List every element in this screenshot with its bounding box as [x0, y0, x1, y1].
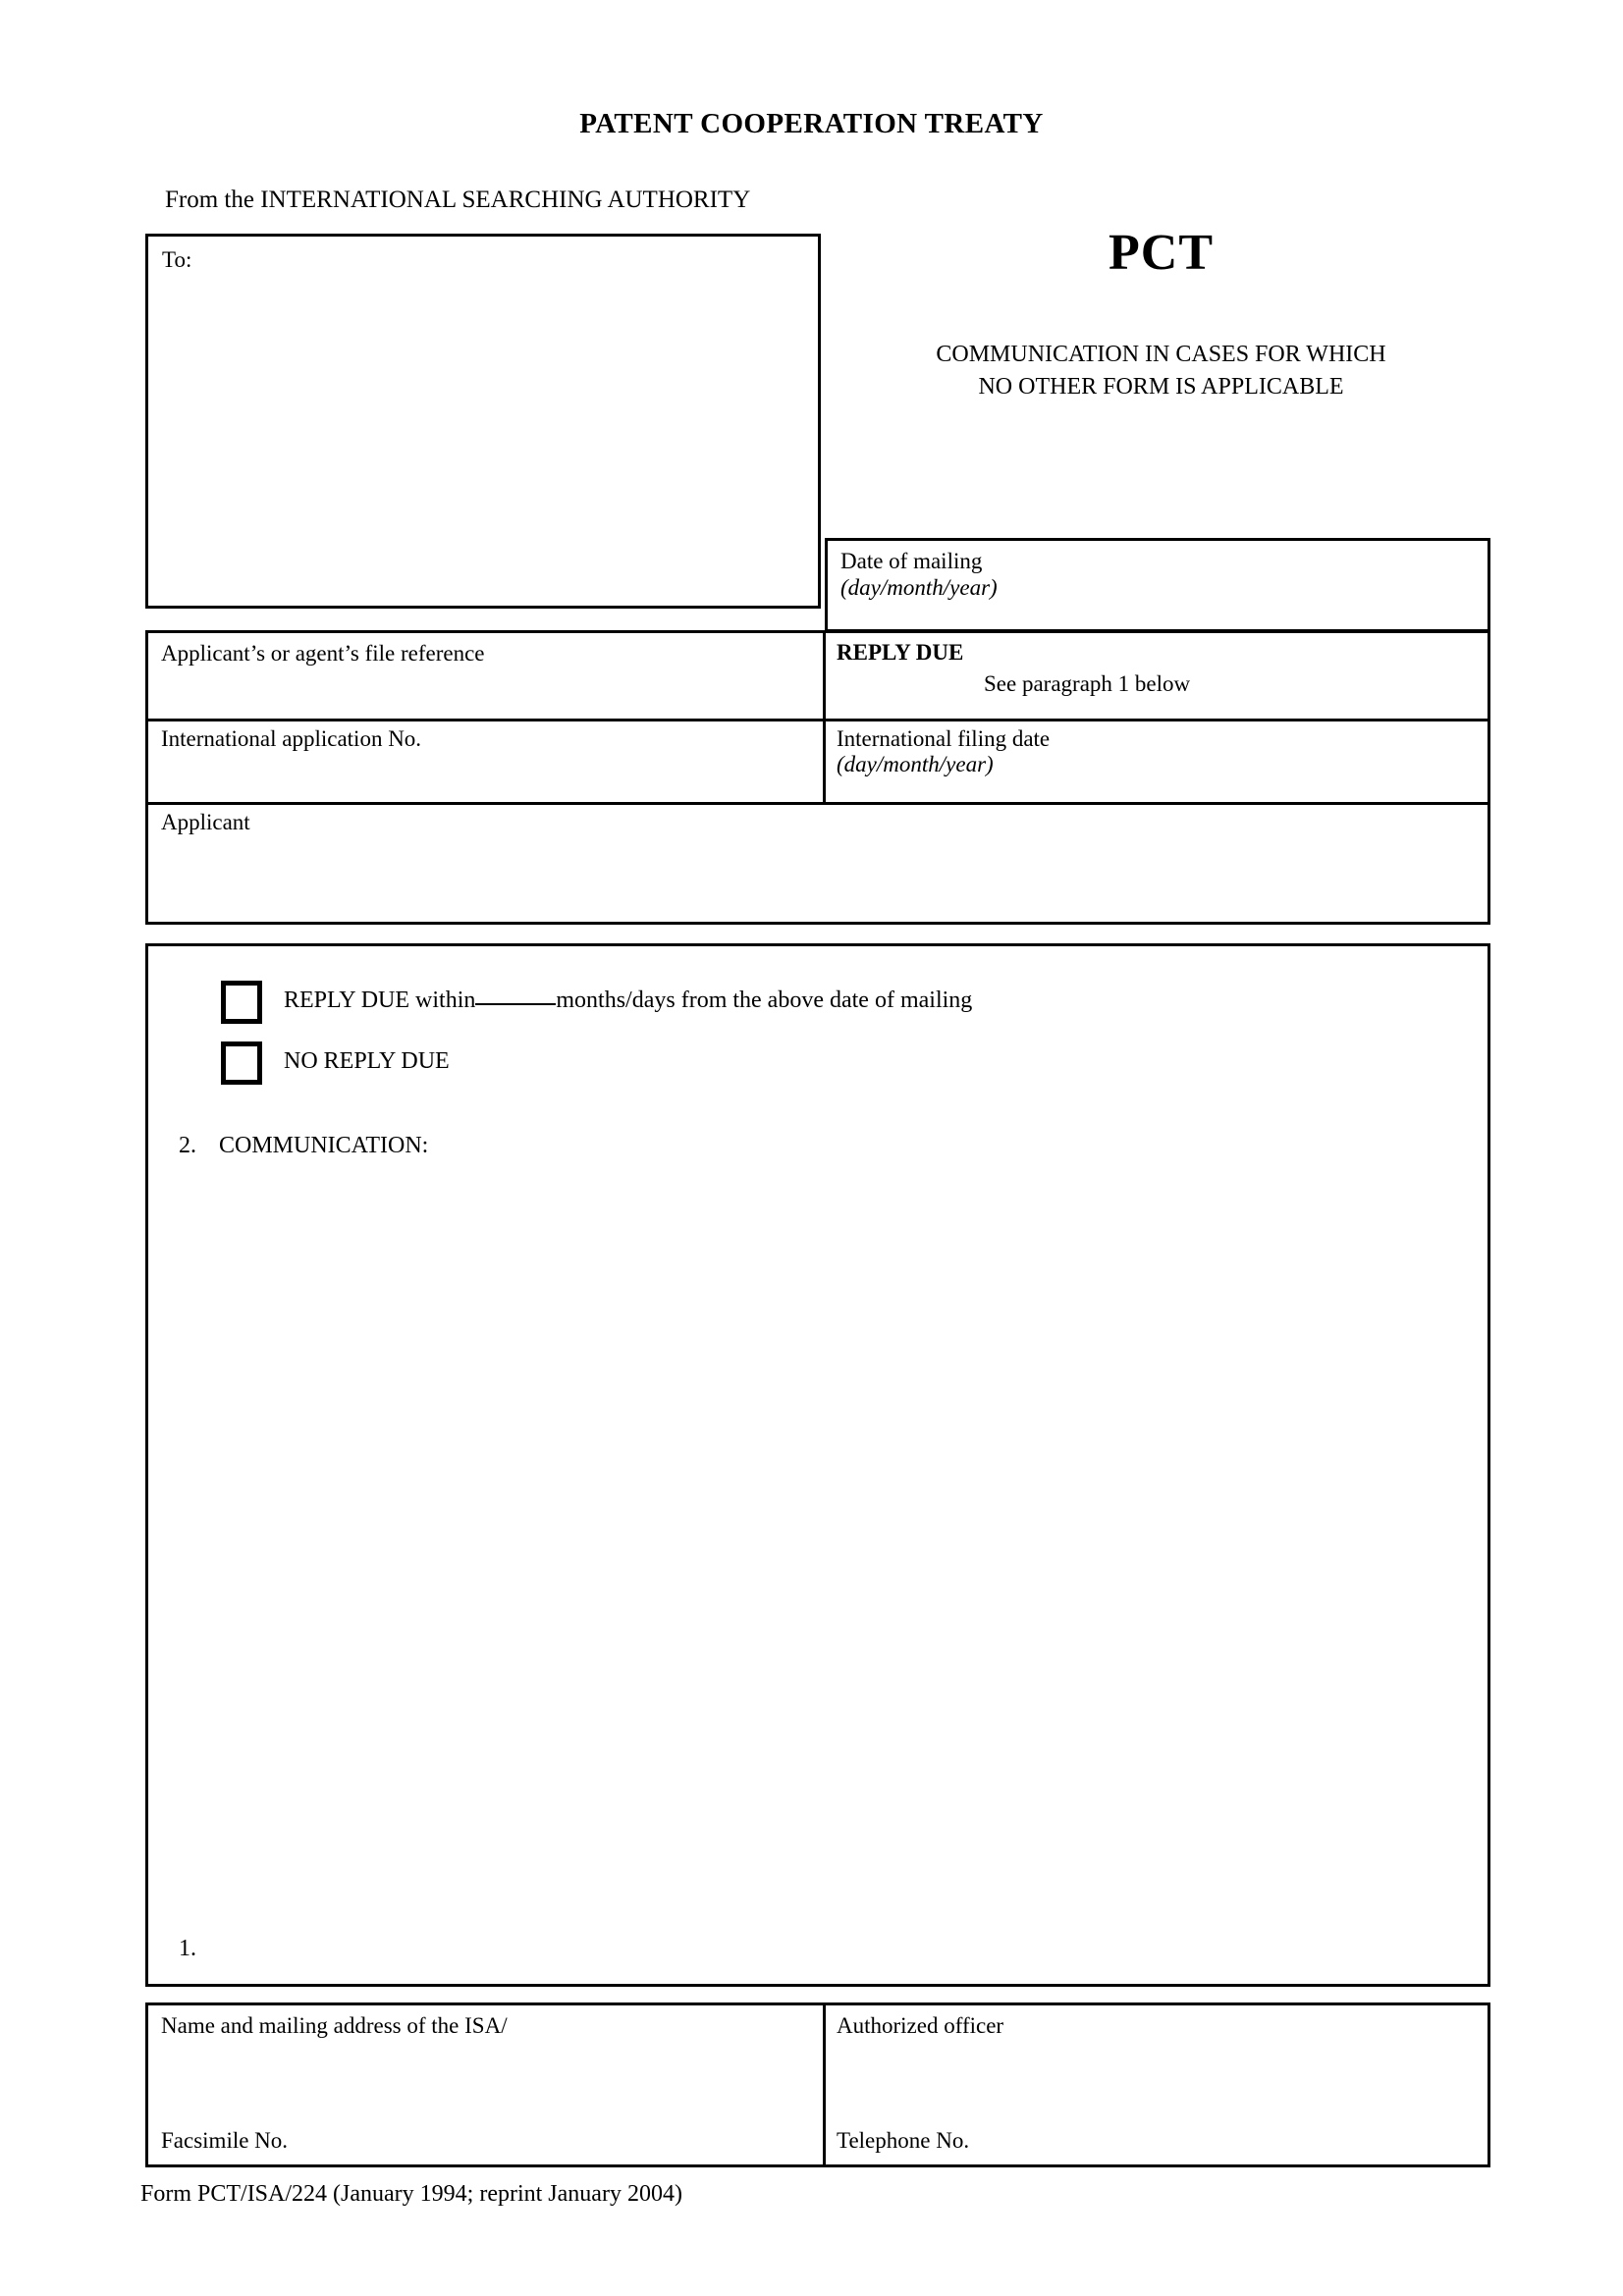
signature-grid-vertical-rule: [823, 2005, 826, 2164]
international-filing-date-format: (day/month/year): [837, 752, 994, 776]
applicant-label: Applicant: [161, 810, 250, 834]
to-label: To:: [162, 247, 192, 272]
item-1-option-1-post: months/days from the above date of mailing: [556, 988, 973, 1013]
pct-acronym: PCT: [1109, 225, 1214, 281]
item-1-option-1-text: [284, 988, 972, 1014]
item-2-number: 2.: [179, 1133, 196, 1158]
international-application-no-label: International application No.: [161, 726, 422, 751]
pct-subtitle-line-2: NO OTHER FORM IS APPLICABLE: [978, 374, 1344, 400]
item-1-option-1-pre: REPLY DUE within: [284, 988, 476, 1013]
pct-subtitle: [830, 339, 1492, 403]
grid-rule-1: [148, 719, 1488, 721]
authorized-officer-label: Authorized officer: [837, 2013, 1004, 2038]
date-of-mailing-label: Date of mailing: [840, 549, 983, 573]
reply-due-label: REPLY DUE: [837, 640, 964, 665]
checkbox-reply-due-within[interactable]: [221, 981, 262, 1024]
reply-due-duration-blank[interactable]: [475, 1003, 556, 1005]
page-title: PATENT COOPERATION TREATY: [579, 108, 1044, 139]
item-1-number: 1.: [179, 1936, 196, 1961]
file-reference-label: Applicant’s or agent’s file reference: [161, 641, 485, 666]
grid-rule-2: [148, 802, 1488, 805]
international-filing-date-label: International filing date: [837, 726, 1051, 751]
item-1-option-2-text: NO REPLY DUE: [284, 1048, 450, 1074]
to-address-box[interactable]: [145, 234, 821, 609]
checkbox-no-reply-due[interactable]: [221, 1041, 262, 1085]
header-field-grid: [145, 630, 1490, 925]
reply-due-note: See paragraph 1 below: [984, 671, 1191, 696]
item-2-label: COMMUNICATION:: [219, 1133, 429, 1158]
communication-body-box[interactable]: [145, 943, 1490, 1987]
telephone-no-label: Telephone No.: [837, 2128, 970, 2153]
facsimile-no-label: Facsimile No.: [161, 2128, 289, 2153]
signature-grid: [145, 2002, 1490, 2167]
from-authority-line: From the INTERNATIONAL SEARCHING AUTHORITY: [165, 187, 751, 213]
date-of-mailing-box[interactable]: [825, 538, 1490, 632]
grid-vertical-rule: [823, 633, 826, 802]
date-of-mailing-format: (day/month/year): [840, 575, 998, 600]
isa-name-label: Name and mailing address of the ISA/: [161, 2013, 508, 2038]
pct-subtitle-line-1: COMMUNICATION IN CASES FOR WHICH: [936, 342, 1386, 367]
form-reference-note: Form PCT/ISA/224 (January 1994; reprint January 2004): [140, 2181, 682, 2207]
